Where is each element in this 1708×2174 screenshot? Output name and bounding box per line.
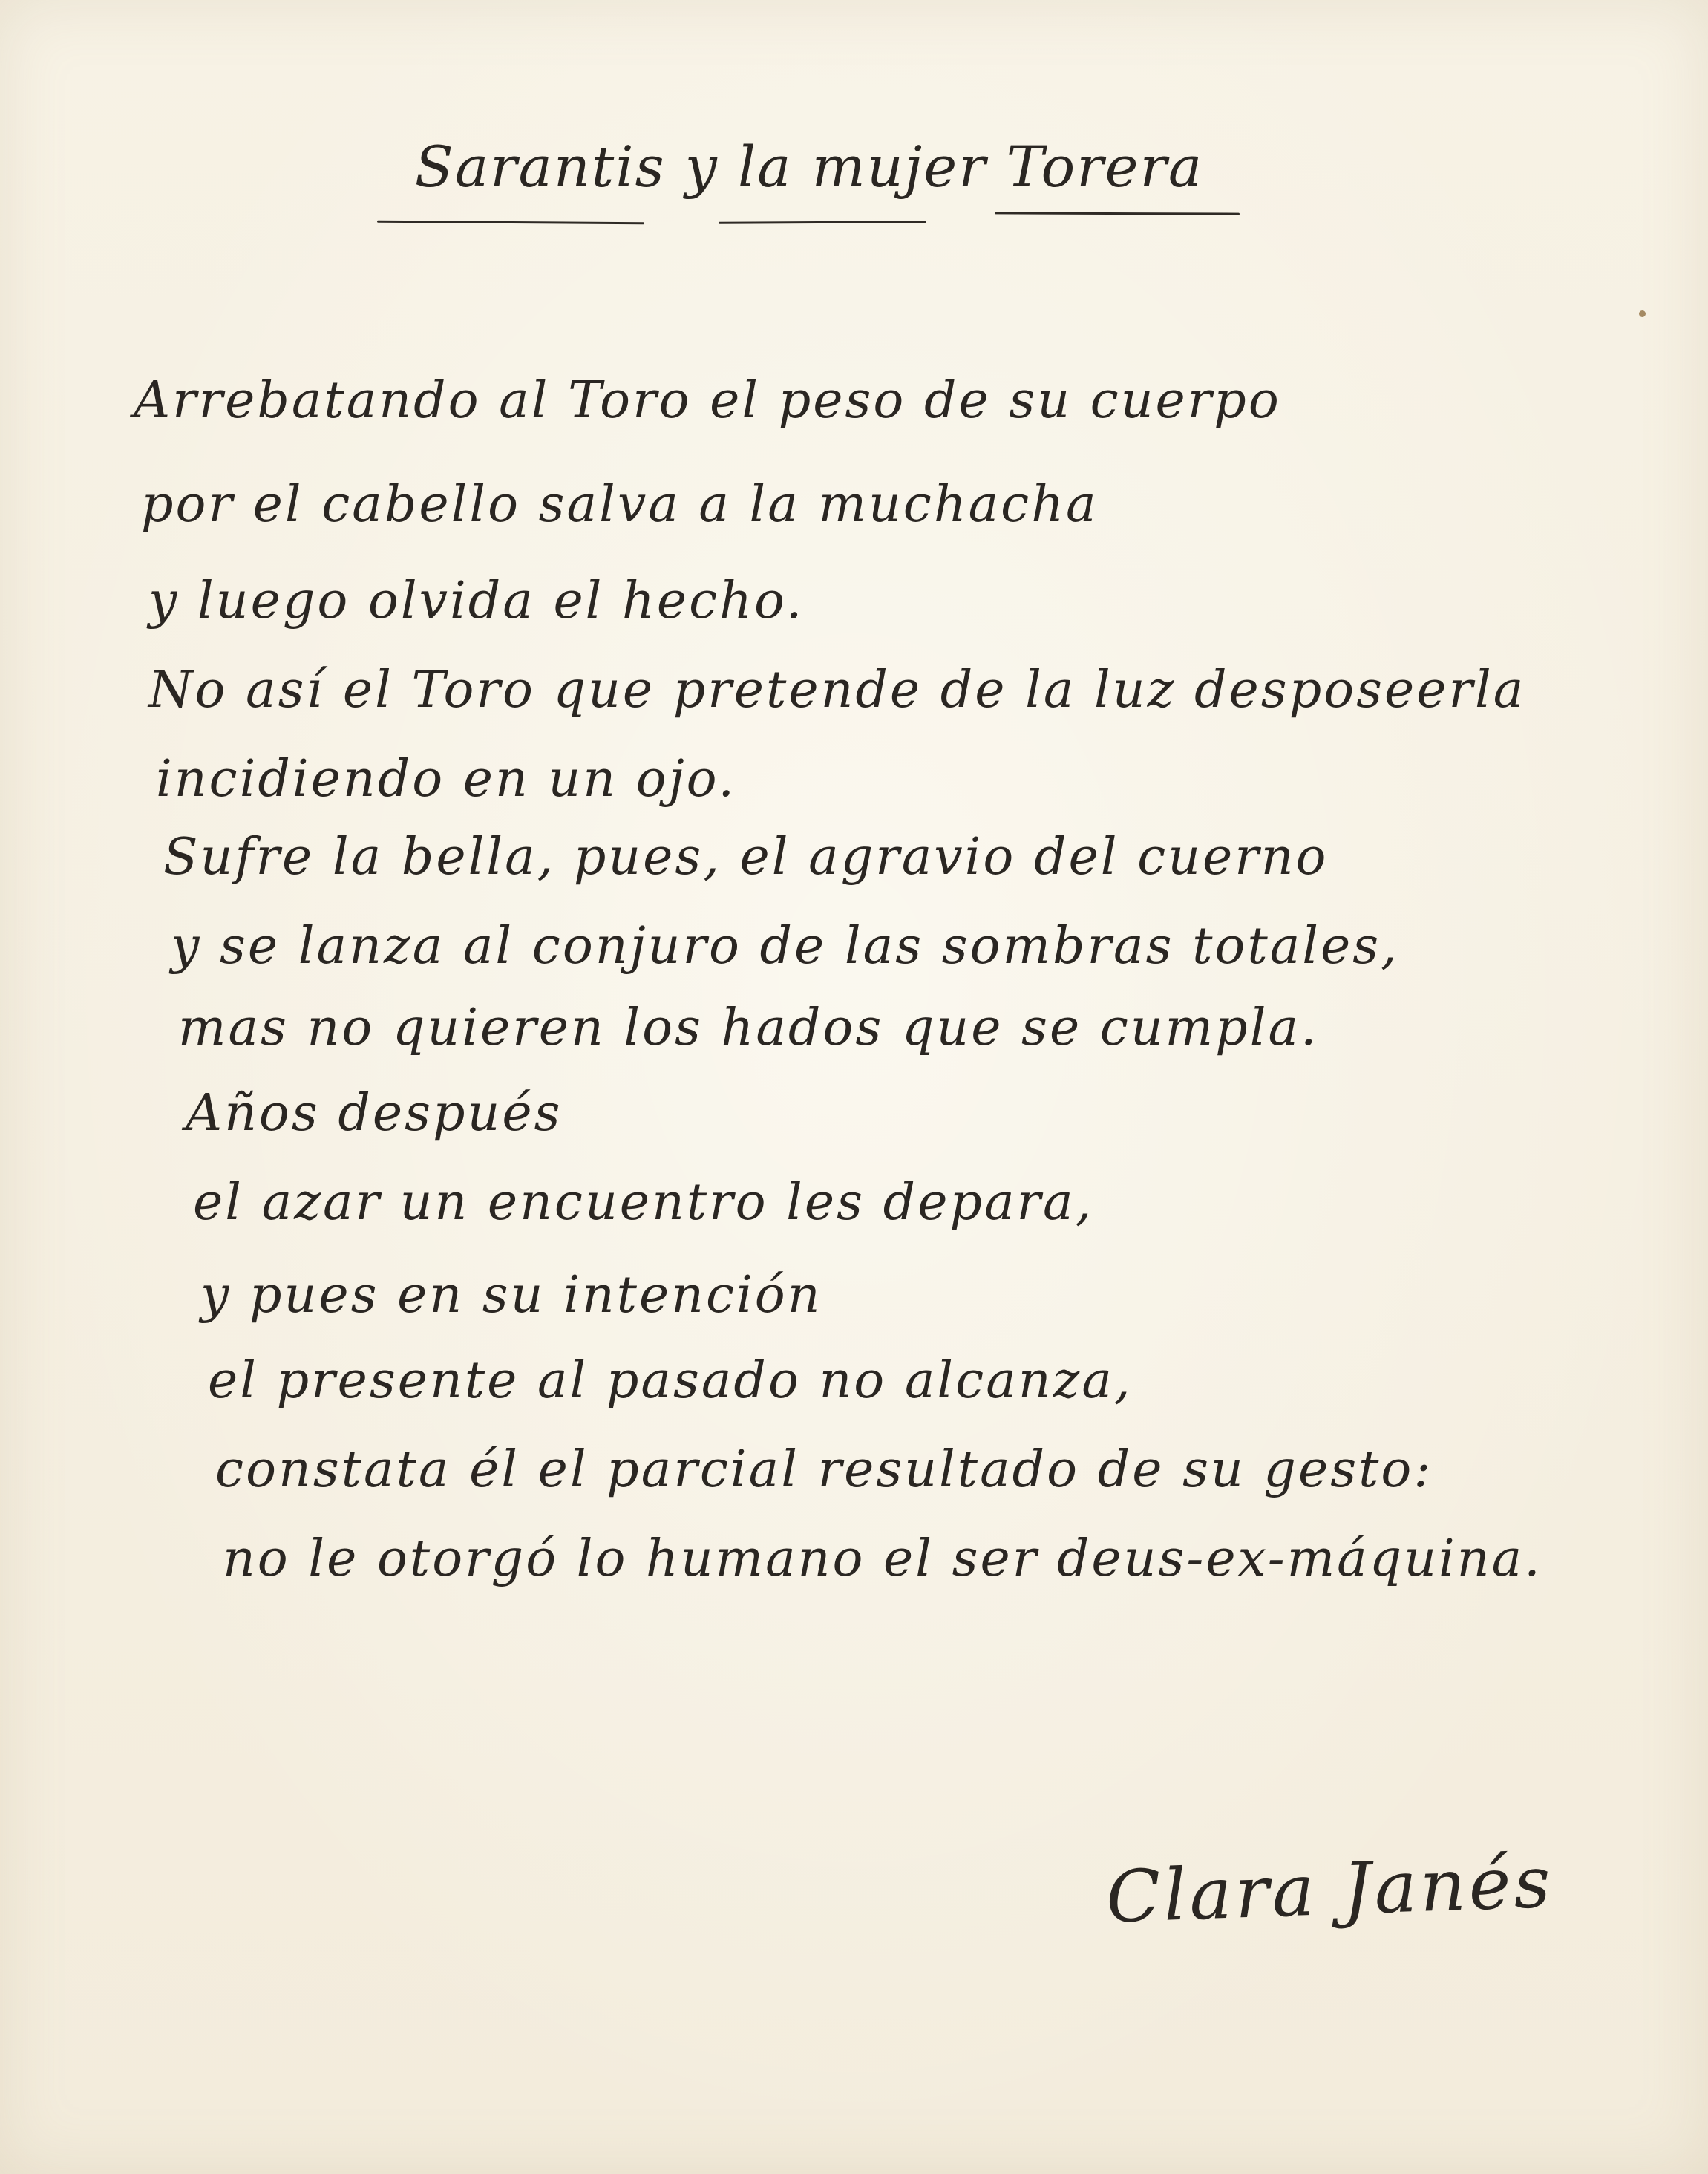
poem-line: y pues en su intención bbox=[200, 1266, 822, 1325]
poem-line: Arrebatando al Toro el peso de su cuerpo bbox=[134, 371, 1281, 430]
author-signature: Clara Janés bbox=[1105, 1840, 1555, 1939]
poem-line: Sufre la bella, pues, el agravio del cuerno bbox=[163, 828, 1329, 887]
poem-line: Años después bbox=[186, 1084, 563, 1143]
poem-line: por el cabello salva a la muchacha bbox=[141, 475, 1099, 534]
poem-title: Sarantis y la mujer Torera bbox=[414, 134, 1204, 200]
poem-line: y se lanza al conjuro de las sombras totales, bbox=[171, 917, 1399, 976]
poem-line: No así el Toro que pretende de la luz desposeerla bbox=[148, 661, 1526, 719]
poem-line: constata él el parcial resultado de su gesto: bbox=[215, 1440, 1433, 1499]
poem-line: mas no quieren los hados que se cumpla. bbox=[178, 999, 1319, 1057]
poem-line: incidiendo en un ojo. bbox=[156, 750, 737, 809]
poem-line: y luego olvida el hecho. bbox=[148, 572, 805, 630]
poem-line: no le otorgó lo humano el ser deus-ex-máquina. bbox=[223, 1530, 1542, 1588]
poem-line: el presente al pasado no alcanza, bbox=[208, 1351, 1133, 1410]
poem-line: el azar un encuentro les depara, bbox=[193, 1173, 1094, 1232]
